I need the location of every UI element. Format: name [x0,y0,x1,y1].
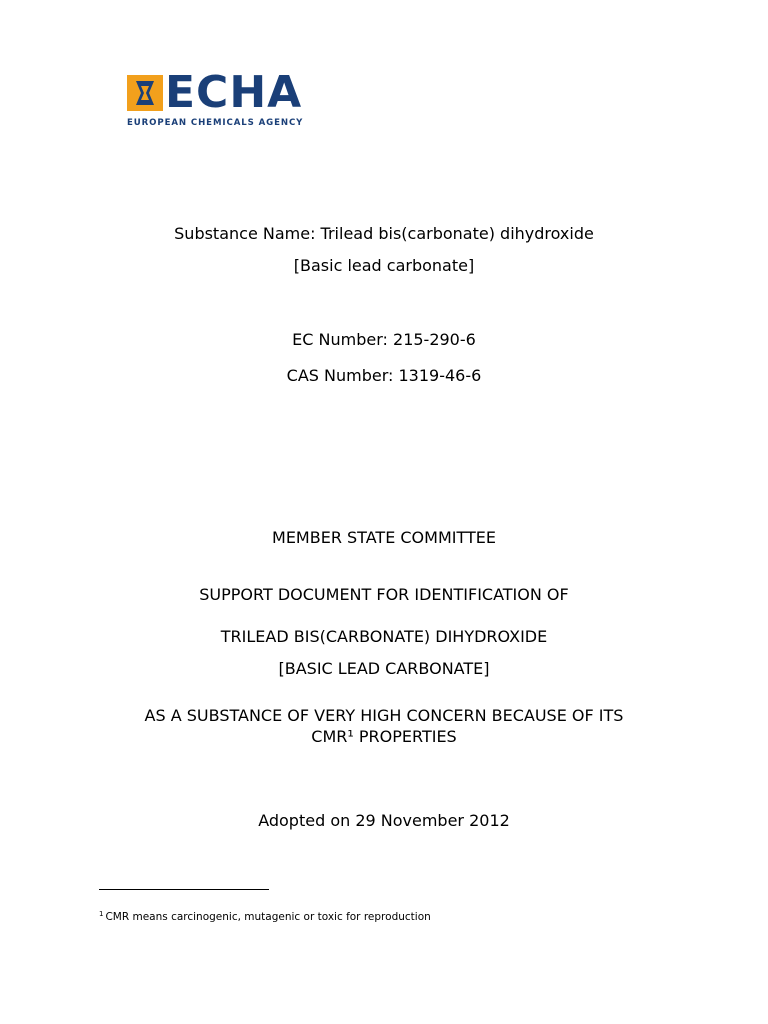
substance-name: Substance Name: Trilead bis(carbonate) dihydroxide [174,224,594,243]
support-document-title: SUPPORT DOCUMENT FOR IDENTIFICATION OF [199,585,569,604]
echa-logo [127,67,337,134]
footnote-text: CMR means carcinogenic, mutagenic or toxic for reproduction [105,911,431,923]
substance-alt-name: [Basic lead carbonate] [293,256,475,275]
footnote-divider [99,889,269,890]
logo-subtitle: EUROPEAN CHEMICALS AGENCY [127,118,304,128]
footnote [99,910,431,925]
alt-name-upper: [BASIC LEAD CARBONATE] [278,659,490,678]
committee-heading: MEMBER STATE COMMITTEE [272,528,496,547]
logo-wordmark: ECHA [165,67,303,118]
ec-number: EC Number: 215-290-6 [292,330,476,349]
concern-line-2: CMR¹ PROPERTIES [311,727,457,746]
concern-line-1: AS A SUBSTANCE OF VERY HIGH CONCERN BECAUSE OF ITS [144,706,624,725]
adoption-date: Adopted on 29 November 2012 [258,811,510,830]
footnote-marker: 1 [99,910,104,918]
echa-emblem-icon [127,75,163,111]
substance-name-upper: TRILEAD BIS(CARBONATE) DIHYDROXIDE [220,627,548,646]
cas-number: CAS Number: 1319-46-6 [286,366,482,385]
